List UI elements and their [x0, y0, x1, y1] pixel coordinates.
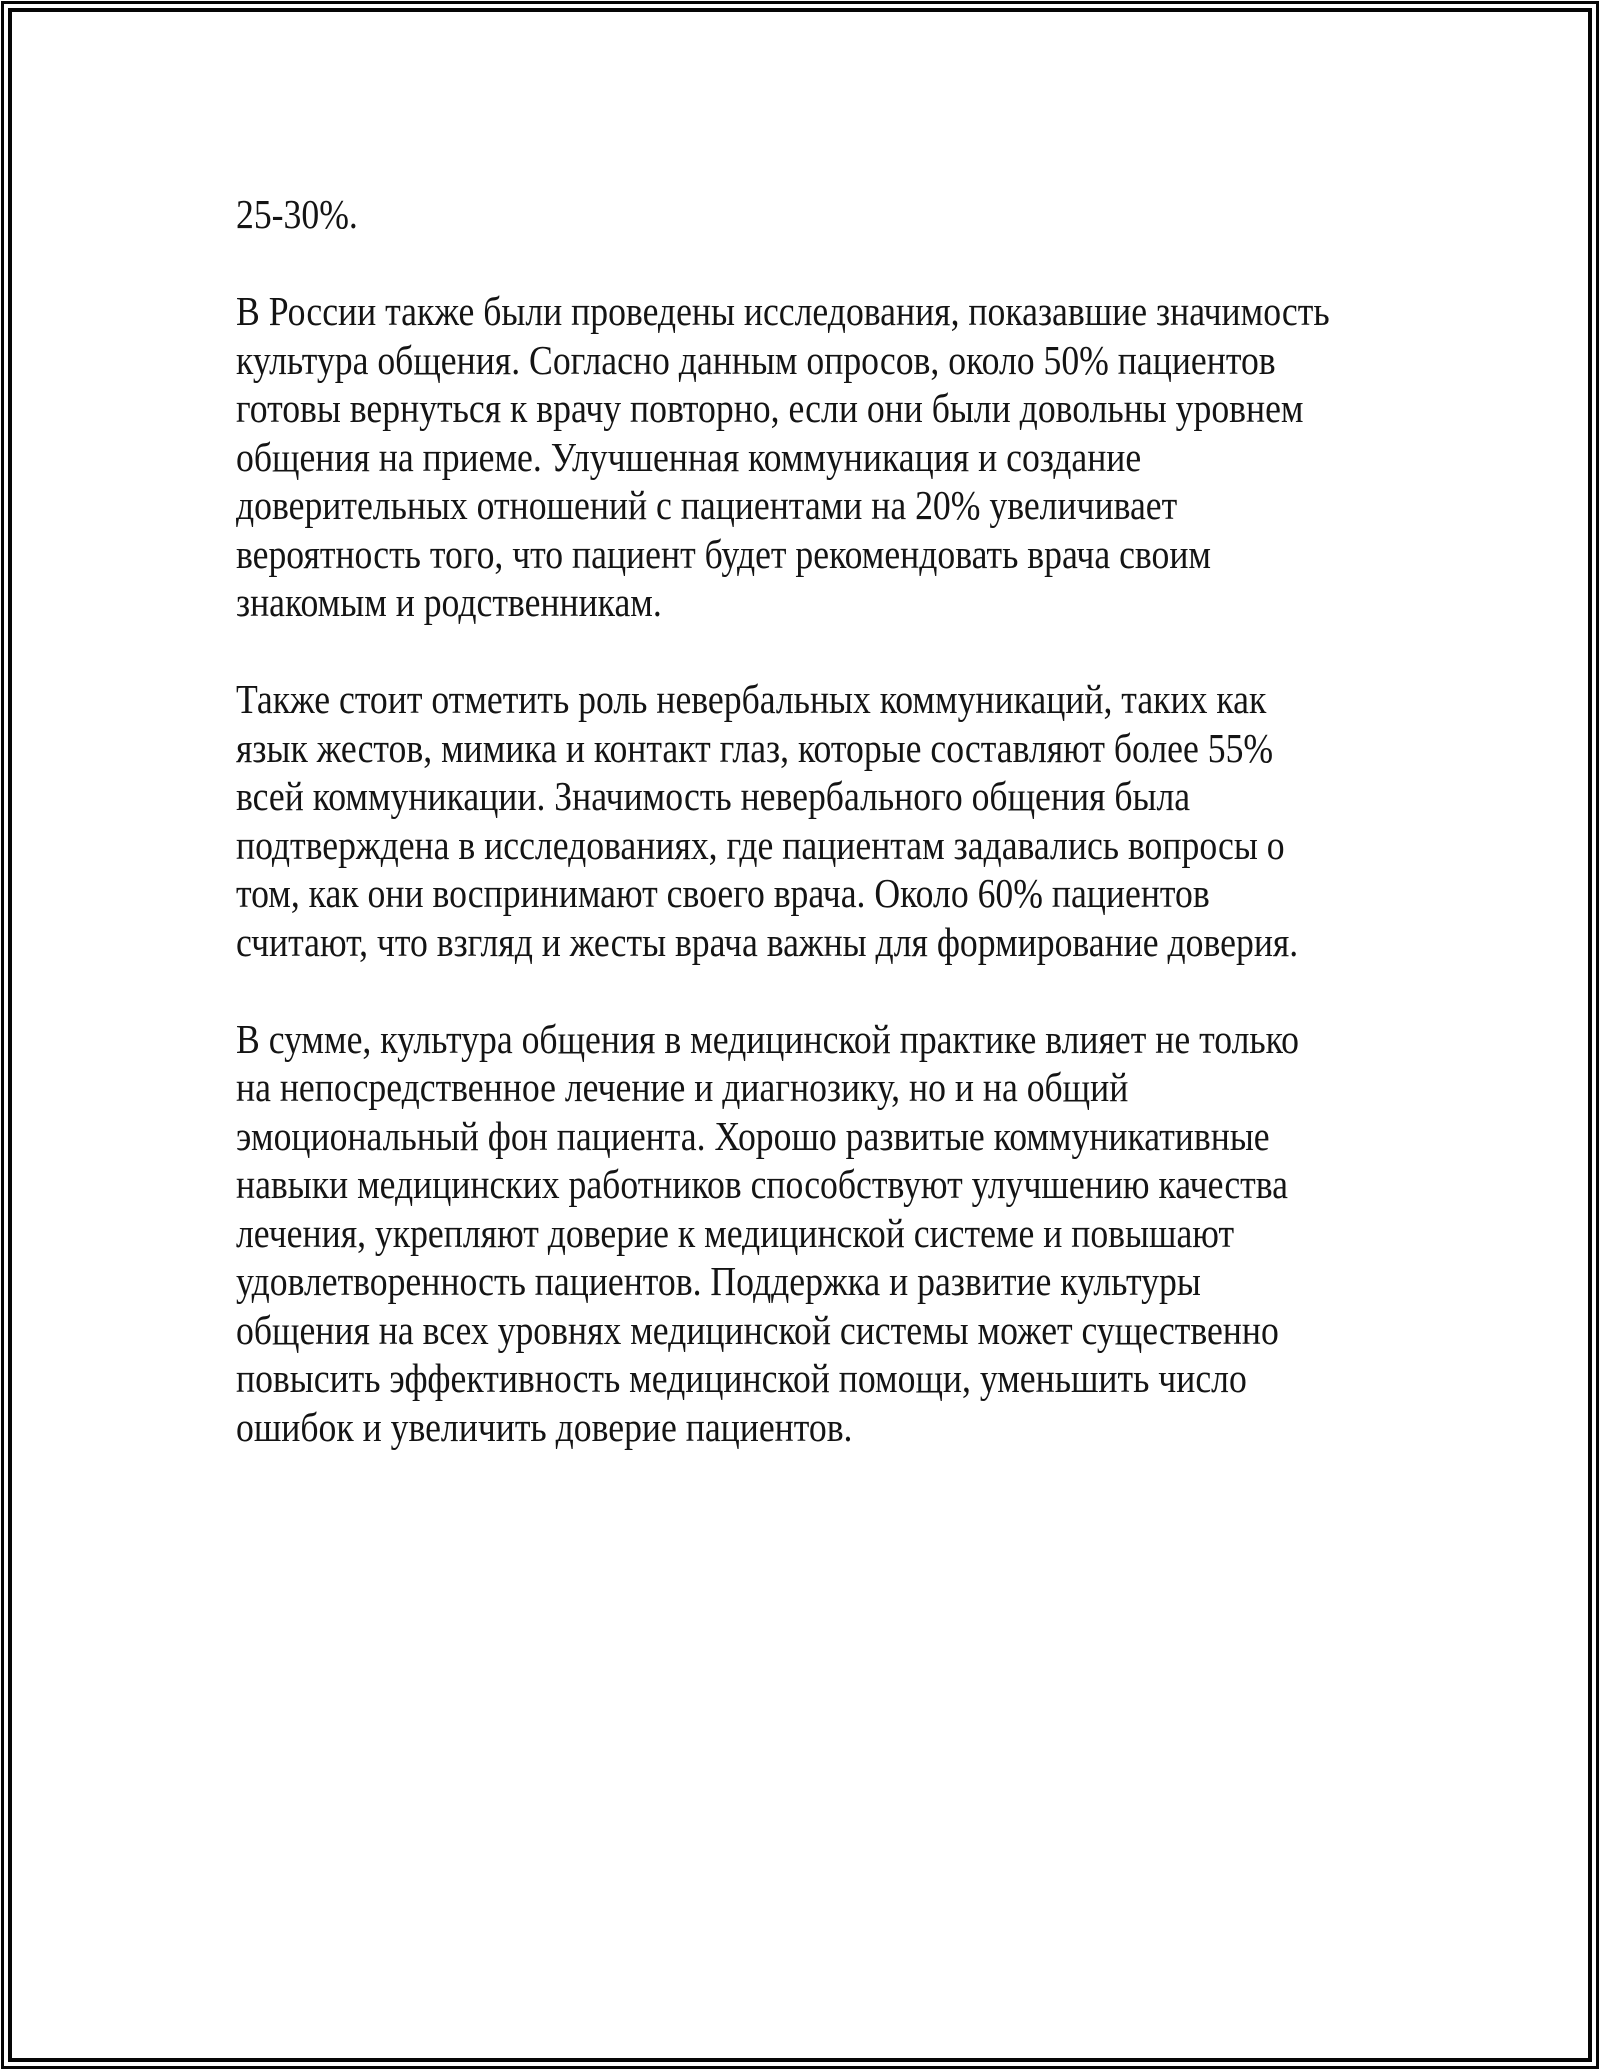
text-line: том, как они воспринимают своего врача. Около 60% пациентов: [236, 870, 1210, 916]
paragraph: [236, 287, 1454, 627]
text-line: общения на всех уровнях медицинской системы может существенно: [236, 1306, 1279, 1353]
text-line: готовы вернуться к врачу повторно, если они были довольны уровнем: [236, 385, 1304, 431]
text-line: общения на приеме. Улучшенная коммуникация и создание: [236, 433, 1142, 480]
text-line: всей коммуникации. Значимость невербального общения была: [236, 773, 1191, 819]
text-line: доверительных отношений с пациентами на 20% увеличивает: [236, 482, 1178, 528]
text-line: повысить эффективность медицинской помощи, уменьшить число: [236, 1355, 1247, 1401]
text-line: вероятность того, что пациент будет рекомендовать врача своим: [236, 530, 1212, 577]
text-line: на непосредственное лечение и диагнозику, но и на общий: [236, 1064, 1129, 1110]
text-line: культура общения. Согласно данным опросов, около 50% пациентов: [236, 336, 1276, 383]
text-line: ошибок и увеличить доверие пациентов.: [236, 1403, 853, 1450]
text-line: считают, что взгляд и жесты врача важны для формирование доверия.: [236, 918, 1299, 965]
text-line: В сумме, культура общения в медицинской практике влияет не только: [236, 1015, 1300, 1062]
text-line: навыки медицинских работников способствуют улучшению качества: [236, 1161, 1288, 1207]
text-line: Также стоит отметить роль невербальных коммуникаций, таких как: [236, 676, 1267, 722]
text-line: эмоциональный фон пациента. Хорошо развитые коммуникативные: [236, 1112, 1270, 1159]
text-line: язык жестов, мимика и контакт глаз, которые составляют более 55%: [236, 724, 1274, 771]
text-line: лечения, укрепляют доверие к медицинской системе и повышают: [236, 1209, 1235, 1256]
text-line: 25-30%.: [236, 191, 358, 237]
paragraph: [236, 190, 1454, 239]
document-text: [236, 190, 1454, 1451]
text-line: знакомым и родственникам.: [236, 579, 662, 625]
text-line: удовлетворенность пациентов. Поддержка и развитие культуры: [236, 1258, 1201, 1304]
paragraph: [236, 675, 1454, 966]
text-line: В России также были проведены исследования, показавшие значимость: [236, 288, 1330, 334]
paragraph: [236, 1015, 1454, 1452]
text-line: подтверждена в исследованиях, где пациентам задавались вопросы о: [236, 821, 1285, 868]
